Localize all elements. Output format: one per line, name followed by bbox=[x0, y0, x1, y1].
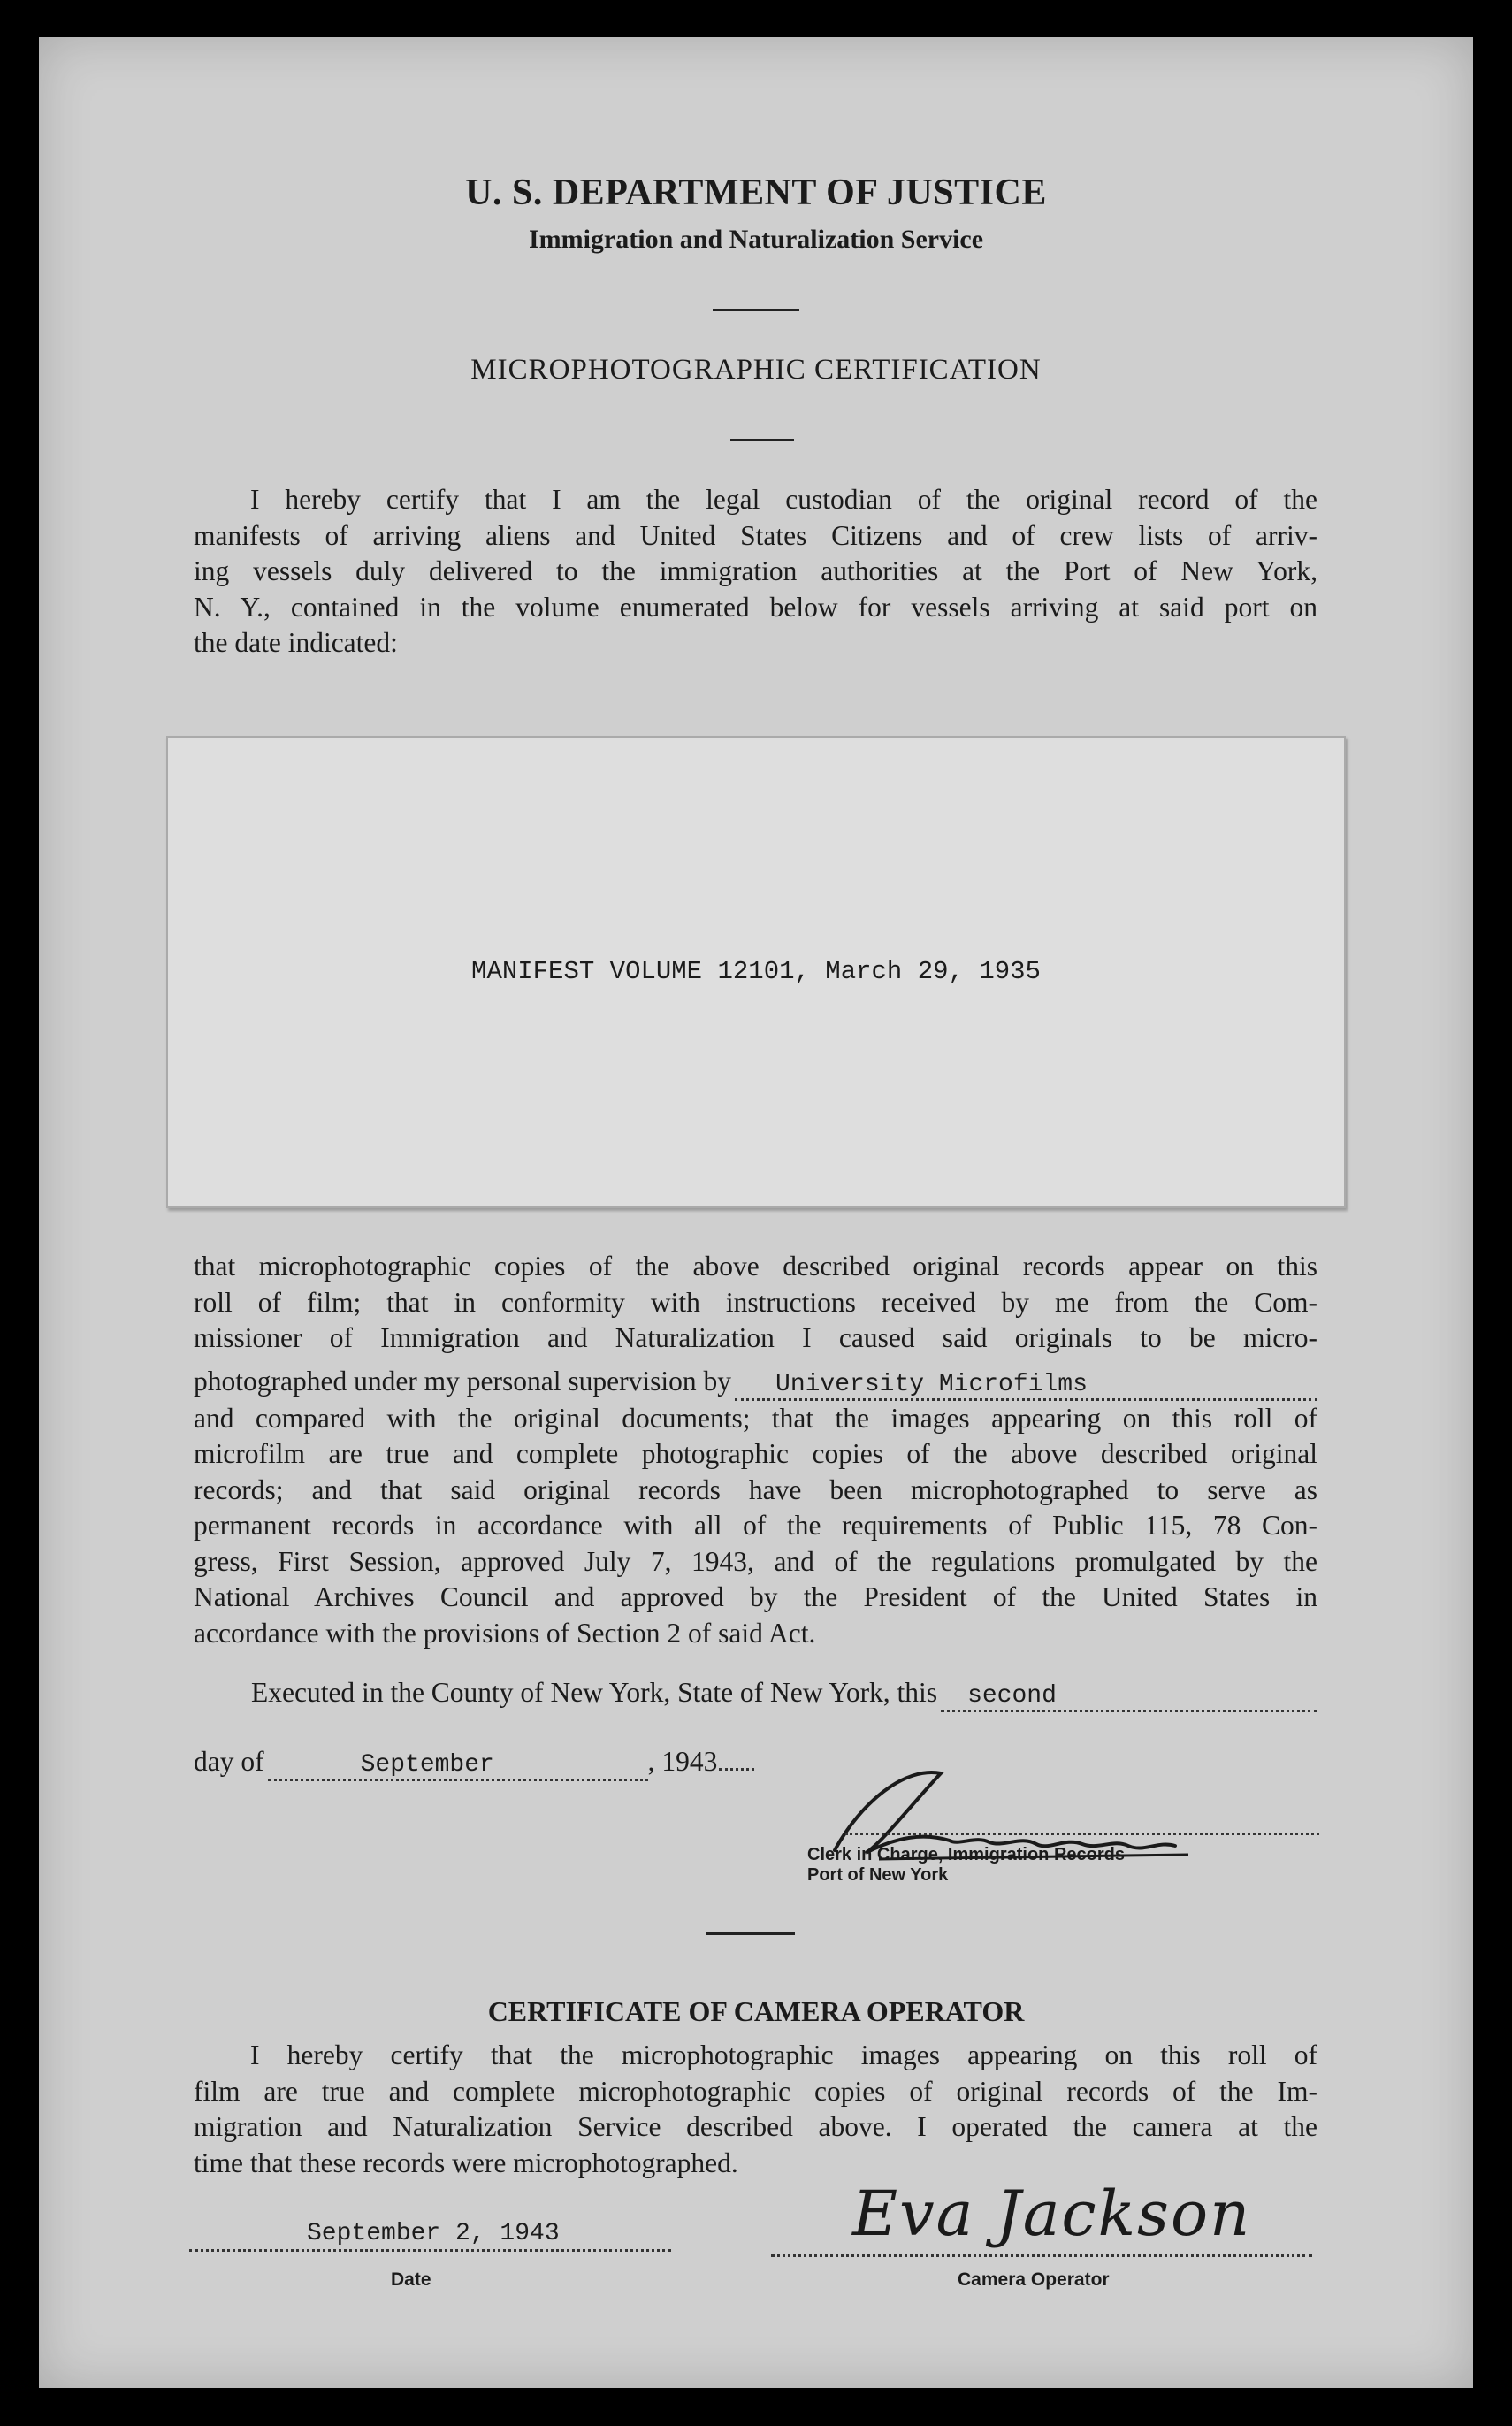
text-line: ing vessels duly delivered to the immigration authorities at the Port of New York, bbox=[194, 555, 1317, 586]
section-title: MICROPHOTOGRAPHIC CERTIFICATION bbox=[470, 354, 1042, 386]
divider bbox=[706, 1932, 795, 1935]
text-line: gress, First Session, approved July 7, 1943, and of the regulations promulgated by the bbox=[194, 1545, 1317, 1577]
text-line: the date indicated: bbox=[194, 627, 398, 658]
month-field bbox=[268, 1749, 648, 1781]
record-box bbox=[166, 736, 1346, 1208]
divider bbox=[713, 309, 799, 311]
text-line: accordance with the provisions of Section 2 of said Act. bbox=[194, 1617, 816, 1649]
photographed-by-field bbox=[735, 1368, 1317, 1401]
text-line: I hereby certify that the microphotographic images appearing on this roll of bbox=[250, 2040, 1317, 2070]
executed-prefix: Executed in the County of New York, State of New York, this bbox=[251, 1677, 938, 1708]
manifest-volume-text: MANIFEST VOLUME 12101, March 29, 1935 bbox=[471, 957, 1041, 986]
year-dots bbox=[719, 1768, 754, 1771]
operator-signature: Eva Jackson bbox=[852, 2177, 1252, 2250]
text-line: migration and Naturalization Service described above. I operated the camera at the bbox=[194, 2111, 1317, 2142]
text-line: I hereby certify that I am the legal custodian of the original record of the bbox=[250, 484, 1317, 515]
year-text: , 1943 bbox=[647, 1746, 718, 1777]
operator-signature-line bbox=[771, 2253, 1312, 2257]
operator-certificate-title: CERTIFICATE OF CAMERA OPERATOR bbox=[487, 1995, 1025, 2027]
text-line: and compared with the original documents; that the images appearing on this roll of bbox=[194, 1402, 1317, 1434]
operator-paragraph bbox=[194, 2038, 1317, 2181]
photographed-by-line bbox=[194, 1364, 1317, 1401]
text-line: manifests of arriving aliens and United States Citizens and of crew lists of arriv- bbox=[194, 519, 1317, 551]
executed-line bbox=[251, 1677, 1317, 1712]
photographed-by-value: University Microfilms bbox=[775, 1370, 1088, 1398]
text-line: that microphotographic copies of the above described original records appear on this bbox=[194, 1251, 1317, 1282]
service-subtitle: Immigration and Naturalization Service bbox=[528, 225, 984, 254]
text-line: time that these records were microphotographed. bbox=[194, 2147, 738, 2178]
text-line: roll of film; that in conformity with instructions received by me from the Com- bbox=[194, 1286, 1317, 1318]
date-label: Date bbox=[391, 2269, 431, 2290]
text-line: microfilm are true and complete photographic copies of the above described original bbox=[194, 1438, 1317, 1469]
month-line bbox=[194, 1746, 830, 1781]
date-field bbox=[189, 2220, 671, 2252]
text-line: film are true and complete microphotographic copies of original records of the Im- bbox=[194, 2075, 1317, 2107]
text-line: N. Y., contained in the volume enumerated below for vessels arriving at said port on bbox=[194, 591, 1317, 623]
camera-operator-label: Camera Operator bbox=[958, 2269, 1110, 2290]
text-line: National Archives Council and approved by the President of the United States in bbox=[194, 1581, 1317, 1612]
day-value: second bbox=[967, 1682, 1057, 1710]
clerk-signature-line bbox=[845, 1831, 1319, 1835]
day-field bbox=[941, 1680, 1317, 1712]
text-line: permanent records in accordance with all of the requirements of Public 115, 78 Con- bbox=[194, 1510, 1317, 1541]
text-line: records; and that said original records have been microphotographed to serve as bbox=[194, 1473, 1317, 1505]
day-of-prefix: day of bbox=[194, 1746, 264, 1777]
text-line: missioner of Immigration and Naturalization I caused said originals to be micro- bbox=[194, 1322, 1317, 1353]
month-value: September bbox=[360, 1751, 494, 1779]
divider bbox=[730, 439, 794, 441]
department-title: U. S. DEPARTMENT OF JUSTICE bbox=[465, 172, 1047, 213]
photographed-by-prefix: photographed under my personal supervision by bbox=[194, 1365, 732, 1397]
clerk-title-2: Port of New York bbox=[807, 1865, 949, 1885]
intro-paragraph bbox=[194, 482, 1317, 662]
certificate-page bbox=[39, 37, 1473, 2388]
clerk-title-1: Clerk in Charge, Immigration Records bbox=[807, 1845, 1125, 1864]
date-value: September 2, 1943 bbox=[307, 2220, 560, 2247]
body-paragraph bbox=[194, 1249, 1317, 1651]
